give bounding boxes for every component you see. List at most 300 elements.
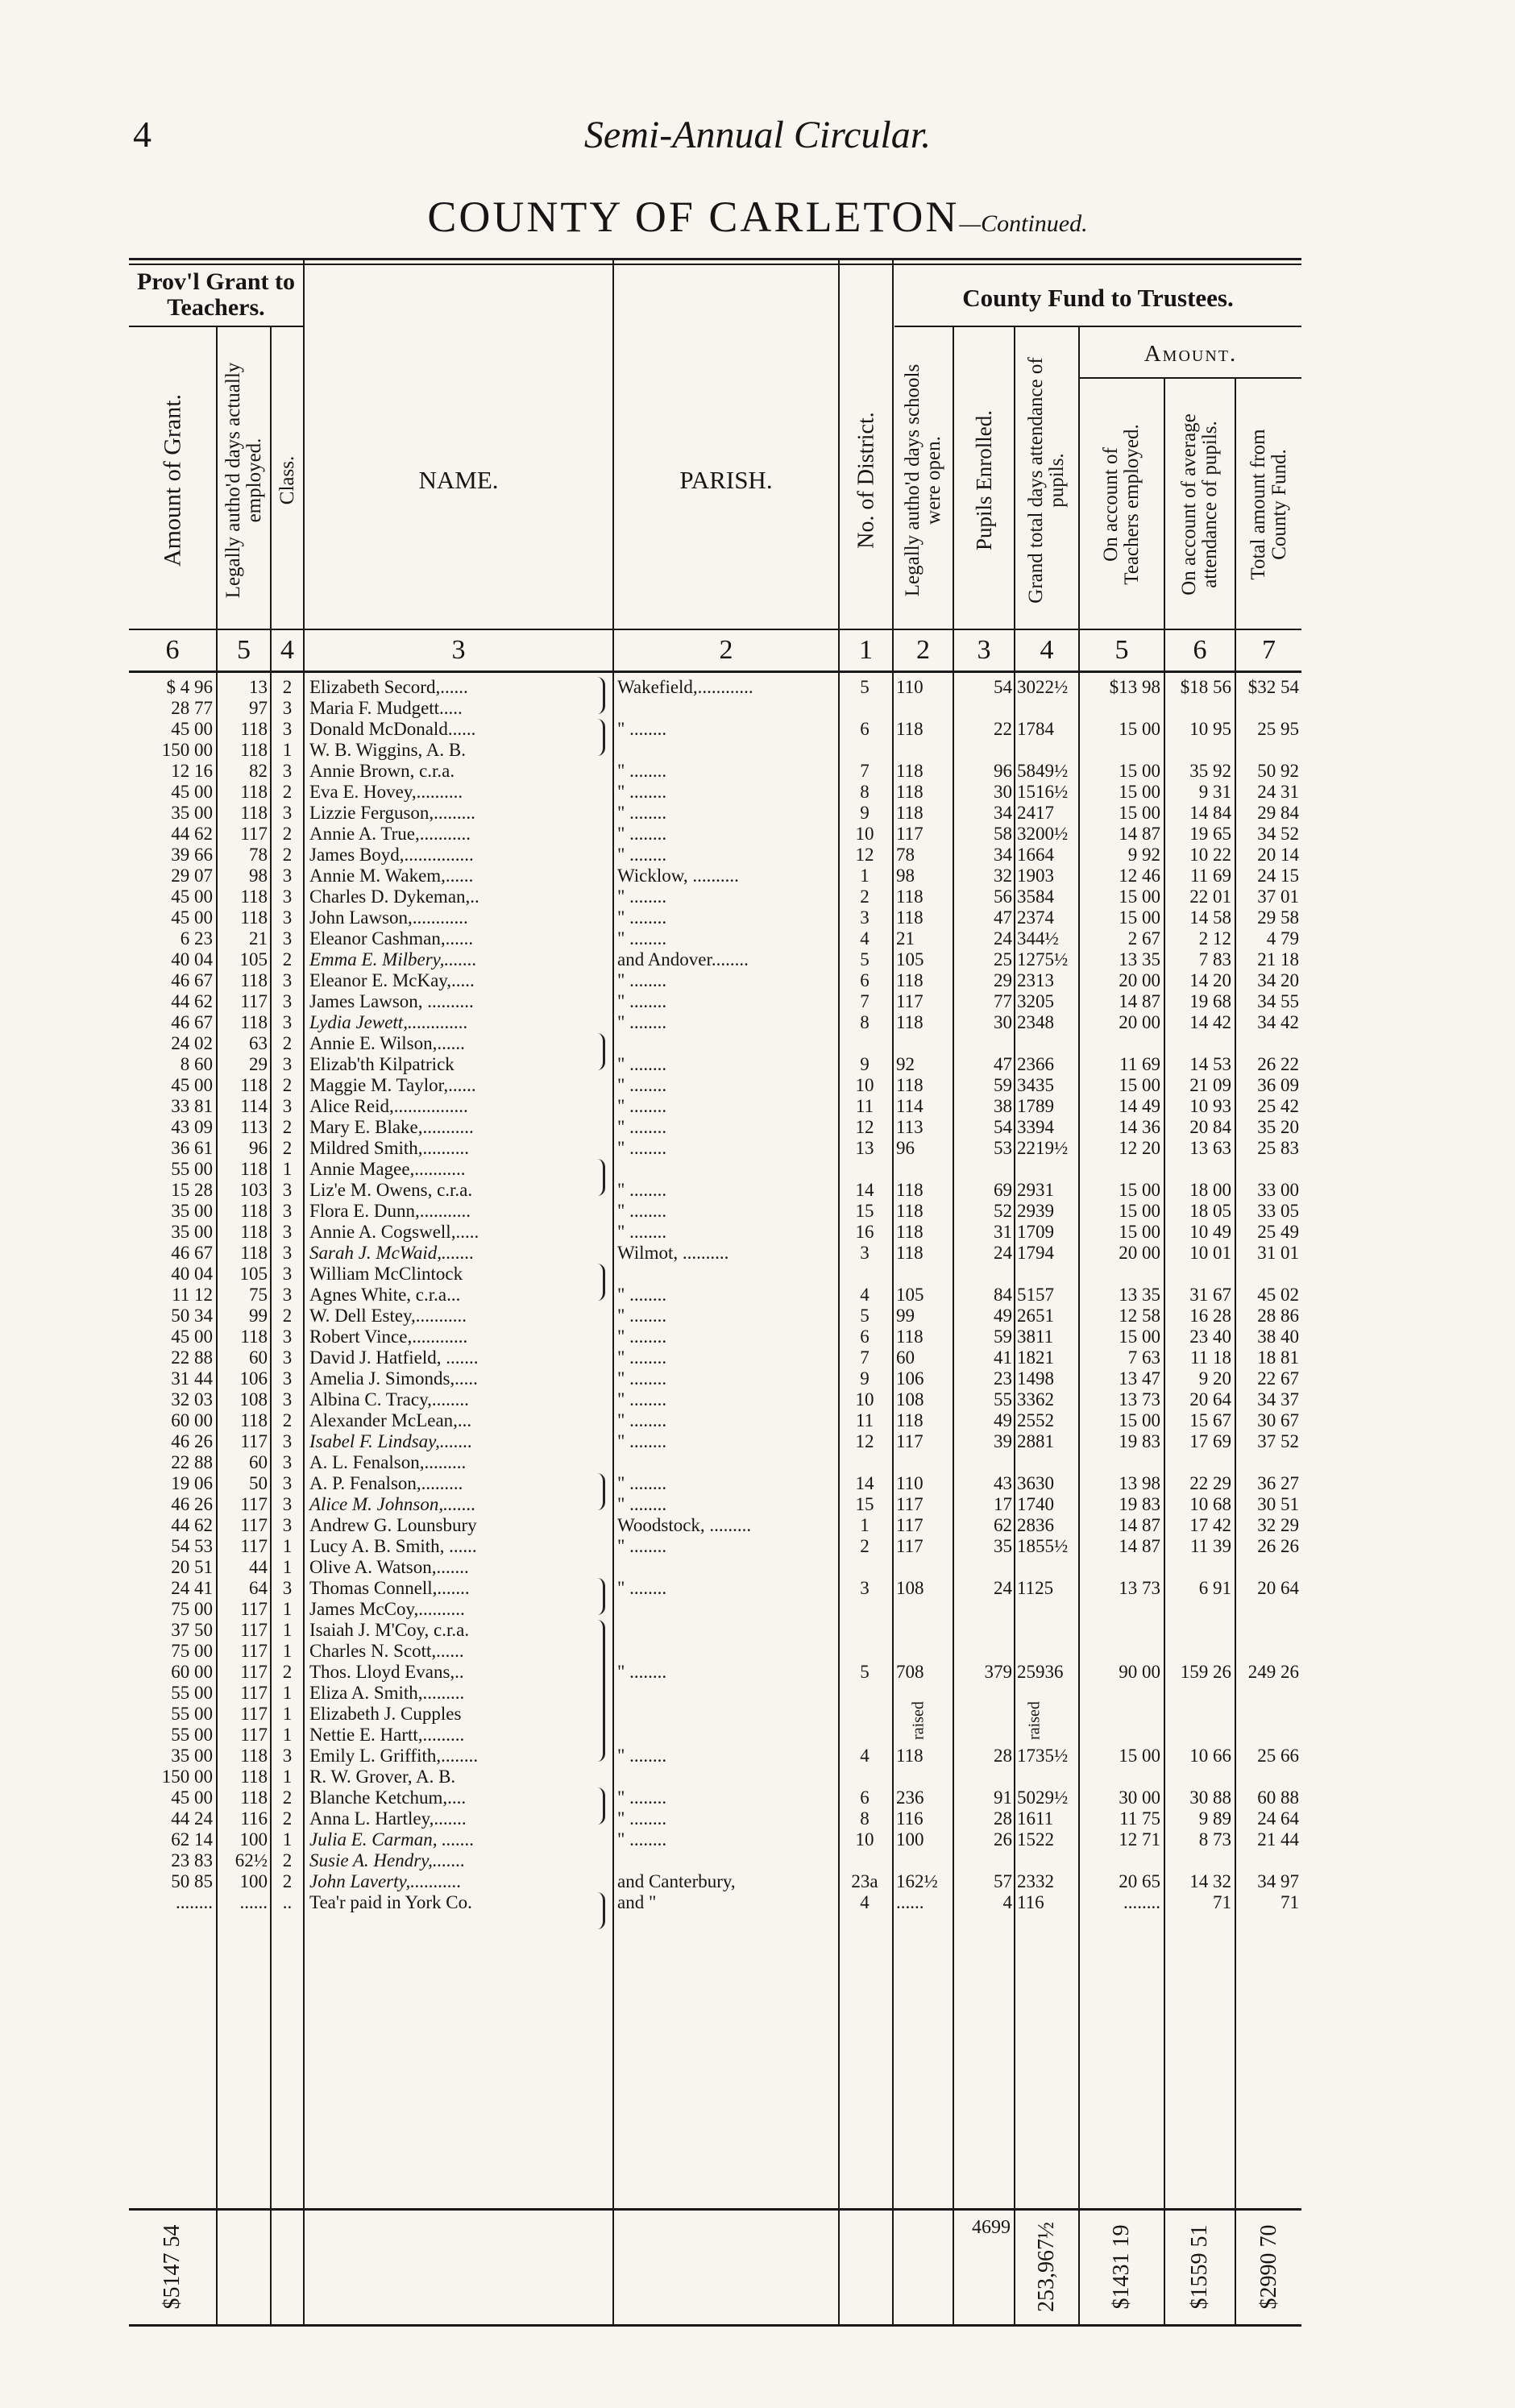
row-22-amt: 36 61: [171, 1138, 213, 1158]
row-4-name: Annie Brown, c.r.a.: [309, 761, 455, 781]
row-24-avg: 18 00: [1189, 1180, 1231, 1200]
row-0-total: $32 54: [1247, 677, 1299, 697]
row-48-amt: 55 00: [171, 1683, 213, 1703]
row-47-cls: 2: [282, 1662, 293, 1682]
row-25-enr: 52: [994, 1201, 1012, 1221]
row-40-att: 2836: [1017, 1515, 1054, 1535]
district-no-header: [840, 335, 892, 625]
row-55-open: 100: [896, 1829, 924, 1850]
row-11-days: 118: [240, 907, 268, 928]
row-5-enr: 30: [994, 782, 1012, 802]
row-34-teach: 13 73: [1119, 1389, 1160, 1410]
row-18-avg: 14 53: [1189, 1054, 1231, 1074]
row-38-dist: 14: [855, 1473, 874, 1493]
class-header: [272, 335, 303, 625]
row-47-open: 708: [896, 1662, 924, 1682]
row-51-cls: 3: [282, 1746, 293, 1766]
row-29-total: 45 02: [1257, 1285, 1299, 1305]
row-34-days: 108: [239, 1389, 268, 1410]
row-20-days: 114: [240, 1096, 268, 1116]
total-on-account-average: [1165, 2215, 1235, 2319]
row-24-total: 33 00: [1257, 1180, 1299, 1200]
row-19-name: Maggie M. Taylor,......: [309, 1075, 476, 1095]
row-26-days: 118: [240, 1222, 268, 1242]
row-13-total: 21 18: [1257, 949, 1299, 969]
row-14-days: 118: [240, 970, 268, 990]
row-40-amt: 44 62: [171, 1515, 213, 1535]
row-29-dist: 4: [860, 1285, 870, 1305]
row-47-dist: 5: [860, 1662, 870, 1682]
row-9-enr: 32: [994, 866, 1012, 886]
row-7-enr: 58: [994, 824, 1012, 844]
row-32-cls: 3: [282, 1347, 293, 1368]
row-10-parish: " ........: [617, 886, 667, 907]
row-6-enr: 34: [994, 803, 1012, 823]
row-31-name: Robert Vince,............: [309, 1326, 468, 1347]
row-5-att: 1516½: [1017, 782, 1069, 802]
row-53-days: 118: [240, 1787, 268, 1808]
row-54-parish: " ........: [617, 1808, 667, 1829]
row-25-total: 33 05: [1257, 1201, 1299, 1221]
row-41-days: 117: [240, 1536, 268, 1556]
row-15-open: 117: [896, 991, 924, 1011]
row-8-total: 20 14: [1257, 845, 1299, 865]
colnum-name: 3: [451, 635, 466, 665]
row-51-enr: 28: [994, 1746, 1012, 1766]
row-17-amt: 24 02: [171, 1033, 213, 1053]
row-20-avg: 10 93: [1189, 1096, 1231, 1116]
row-30-parish: " ........: [617, 1306, 667, 1326]
row-35-att: 2552: [1017, 1410, 1054, 1430]
row-10-dist: 2: [860, 886, 870, 907]
parish-header: PARISH.: [679, 466, 773, 494]
row-15-parish: " ........: [617, 991, 667, 1011]
row-32-total: 18 81: [1257, 1347, 1299, 1368]
row-32-teach: 7 63: [1127, 1347, 1160, 1368]
row-13-amt: 40 04: [171, 949, 213, 969]
row-36-open: 117: [896, 1431, 924, 1451]
row-31-avg: 23 40: [1189, 1326, 1231, 1347]
row-12-days: 21: [249, 928, 268, 949]
total-grand-total-days: [1015, 2215, 1078, 2319]
grand-total-days-header-text: Grand total days attendance of pupils.: [1024, 357, 1068, 604]
row-41-att: 1855½: [1017, 1536, 1069, 1556]
row-0-enr: 54: [994, 677, 1012, 697]
row-0-att: 3022½: [1017, 677, 1069, 697]
row-38-cls: 3: [282, 1473, 293, 1493]
row-9-amt: 29 07: [171, 866, 213, 886]
row-29-parish: " ........: [617, 1285, 667, 1305]
row-26-name: Annie A. Cogswell,.....: [309, 1222, 479, 1242]
row-11-amt: 45 00: [171, 907, 213, 928]
row-35-dist: 11: [855, 1410, 874, 1430]
row-14-enr: 29: [994, 970, 1012, 990]
row-39-dist: 15: [855, 1494, 874, 1514]
row-1-amt: 28 77: [171, 698, 213, 718]
row-28-cls: 3: [282, 1264, 293, 1284]
row-57-enr: 57: [994, 1871, 1012, 1891]
row-12-dist: 4: [860, 928, 870, 949]
row-46-amt: 75 00: [171, 1641, 213, 1661]
row-18-total: 26 22: [1257, 1054, 1299, 1074]
row-47-total: 249 26: [1247, 1662, 1299, 1682]
row-1-name: Maria F. Mudgett.....: [309, 698, 463, 718]
row-30-days: 99: [249, 1306, 268, 1326]
row-33-avg: 9 20: [1198, 1368, 1231, 1389]
row-33-name: Amelia J. Simonds,.....: [309, 1368, 478, 1389]
raised-note-open: [903, 1684, 935, 1757]
row-12-teach: 2 67: [1127, 928, 1160, 949]
row-34-total: 34 37: [1257, 1389, 1299, 1410]
row-43-open: 108: [896, 1578, 924, 1598]
row-38-open: 110: [896, 1473, 924, 1493]
row-39-parish: " ........: [617, 1494, 667, 1514]
row-22-teach: 12 20: [1119, 1138, 1160, 1158]
row-33-open: 106: [896, 1368, 924, 1389]
row-26-cls: 3: [282, 1222, 293, 1242]
row-17-name: Annie E. Wilson,......: [309, 1033, 465, 1053]
row-30-open: 99: [896, 1306, 915, 1326]
total-amount-header: [1236, 384, 1301, 625]
row-44-cls: 1: [282, 1599, 293, 1619]
row-14-avg: 14 20: [1189, 970, 1231, 990]
row-10-enr: 56: [994, 886, 1012, 907]
row-12-enr: 24: [994, 928, 1012, 949]
row-53-avg: 30 88: [1189, 1787, 1231, 1808]
row-43-dist: 3: [860, 1578, 870, 1598]
row-54-att: 1611: [1017, 1808, 1054, 1829]
row-11-enr: 47: [994, 907, 1012, 928]
row-58-days: ......: [239, 1892, 268, 1912]
row-51-total: 25 66: [1257, 1746, 1299, 1766]
row-16-cls: 3: [282, 1012, 293, 1032]
row-30-teach: 12 58: [1119, 1306, 1160, 1326]
row-39-enr: 17: [994, 1494, 1012, 1514]
row-4-amt: 12 16: [171, 761, 213, 781]
row-4-dist: 7: [860, 761, 870, 781]
row-58-cls: ..: [282, 1892, 293, 1912]
row-57-teach: 20 65: [1119, 1871, 1160, 1891]
row-20-name: Alice Reid,................: [309, 1096, 468, 1116]
row-4-cls: 3: [282, 761, 293, 781]
row-30-dist: 5: [860, 1306, 870, 1326]
row-7-days: 117: [240, 824, 268, 844]
row-22-dist: 13: [855, 1138, 874, 1158]
row-2-parish: " ........: [617, 719, 667, 739]
on-account-teachers-header-text: On account of Teachers employed.: [1099, 424, 1143, 585]
row-21-name: Mary E. Blake,...........: [309, 1117, 474, 1137]
row-21-amt: 43 09: [171, 1117, 213, 1137]
row-21-total: 35 20: [1257, 1117, 1299, 1137]
row-4-att: 5849½: [1017, 761, 1069, 781]
row-32-avg: 11 18: [1190, 1347, 1231, 1368]
row-11-cls: 3: [282, 907, 293, 928]
row-20-att: 1789: [1017, 1096, 1054, 1116]
row-36-enr: 39: [994, 1431, 1012, 1451]
row-53-open: 236: [896, 1787, 924, 1808]
row-43-name: Thomas Connell,.......: [309, 1578, 470, 1598]
row-32-att: 1821: [1017, 1347, 1054, 1368]
row-22-open: 96: [896, 1138, 915, 1158]
brace-woodstock-5: [595, 1620, 605, 1762]
row-5-days: 118: [240, 782, 268, 802]
row-27-open: 118: [896, 1243, 924, 1263]
row-16-att: 2348: [1017, 1012, 1054, 1032]
row-35-total: 30 67: [1257, 1410, 1299, 1430]
row-26-dist: 16: [855, 1222, 874, 1242]
row-38-enr: 43: [994, 1473, 1012, 1493]
row-57-amt: 50 85: [171, 1871, 213, 1891]
row-58-parish: and ": [617, 1892, 657, 1912]
row-43-total: 20 64: [1257, 1578, 1299, 1598]
row-54-name: Anna L. Hartley,.......: [309, 1808, 467, 1829]
row-16-amt: 46 67: [171, 1012, 213, 1032]
row-21-teach: 14 36: [1119, 1117, 1160, 1137]
row-18-name: Elizab'th Kilpatrick: [309, 1054, 454, 1074]
row-33-days: 106: [239, 1368, 268, 1389]
row-41-teach: 14 87: [1119, 1536, 1160, 1556]
legally-days-employed-header-text: Legally autho'd days actually employed.: [222, 362, 265, 599]
row-27-enr: 24: [994, 1243, 1012, 1263]
row-9-dist: 1: [860, 866, 870, 886]
row-31-cls: 3: [282, 1326, 293, 1347]
row-55-parish: " ........: [617, 1829, 667, 1850]
row-57-open: 162½: [896, 1871, 938, 1891]
row-2-att: 1784: [1017, 719, 1054, 739]
row-15-name: James Lawson, ..........: [309, 991, 474, 1011]
row-51-teach: 15 00: [1119, 1746, 1160, 1766]
row-24-teach: 15 00: [1119, 1180, 1160, 1200]
brace-woodstock-3: [595, 1578, 605, 1615]
row-40-days: 117: [240, 1515, 268, 1535]
row-45-days: 117: [240, 1620, 268, 1640]
row-42-days: 44: [249, 1557, 268, 1577]
row-20-enr: 38: [994, 1096, 1012, 1116]
row-43-days: 64: [249, 1578, 268, 1598]
row-34-parish: " ........: [617, 1389, 667, 1410]
row-9-open: 98: [896, 866, 915, 886]
row-0-cls: 2: [282, 677, 293, 697]
row-9-teach: 12 46: [1119, 866, 1160, 886]
brace-wakefield-5: [595, 677, 605, 714]
row-11-parish: " ........: [617, 907, 667, 928]
row-13-att: 1275½: [1017, 949, 1069, 969]
row-49-name: Elizabeth J. Cupples: [309, 1704, 462, 1724]
row-8-parish: " ........: [617, 845, 667, 865]
row-19-total: 36 09: [1257, 1075, 1299, 1095]
row-11-name: John Lawson,............: [309, 907, 468, 928]
row-27-name: Sarah J. McWaid,.......: [309, 1243, 475, 1263]
row-8-att: 1664: [1017, 845, 1054, 865]
row-47-days: 117: [240, 1662, 268, 1682]
row-5-total: 24 31: [1257, 782, 1299, 802]
row-7-amt: 44 62: [171, 824, 213, 844]
row-32-name: David J. Hatfield, .......: [309, 1347, 479, 1368]
row-26-open: 118: [896, 1222, 924, 1242]
row-51-amt: 35 00: [171, 1746, 213, 1766]
on-account-average-header-text: On account of average attendance of pupils.: [1177, 413, 1221, 596]
row-43-amt: 24 41: [171, 1578, 213, 1598]
row-28-name: William McClintock: [309, 1264, 463, 1284]
row-33-total: 22 67: [1257, 1368, 1299, 1389]
row-39-days: 117: [240, 1494, 268, 1514]
colnum-att: 4: [1040, 635, 1054, 665]
row-2-dist: 6: [860, 719, 870, 739]
row-23-cls: 1: [282, 1159, 293, 1179]
colnum-enr: 3: [977, 635, 991, 665]
row-35-days: 118: [240, 1410, 268, 1430]
row-57-avg: 14 32: [1189, 1871, 1231, 1891]
row-29-days: 75: [249, 1285, 268, 1305]
row-18-cls: 3: [282, 1054, 293, 1074]
row-55-avg: 8 73: [1198, 1829, 1231, 1850]
row-31-parish: " ........: [617, 1326, 667, 1347]
row-6-teach: 15 00: [1119, 803, 1160, 823]
row-47-avg: 159 26: [1180, 1662, 1231, 1682]
row-51-name: Emily L. Griffith,........: [309, 1746, 479, 1766]
row-23-name: Annie Magee,...........: [309, 1159, 466, 1179]
row-27-amt: 46 67: [171, 1243, 213, 1263]
colnum-days: 5: [237, 635, 251, 665]
row-16-days: 118: [240, 1012, 268, 1032]
row-39-total: 30 51: [1257, 1494, 1299, 1514]
header-bottom-rule: [129, 629, 1301, 630]
row-25-name: Flora E. Dunn,...........: [309, 1201, 471, 1221]
row-15-cls: 3: [282, 991, 293, 1011]
row-43-enr: 24: [994, 1578, 1012, 1598]
row-23-amt: 55 00: [171, 1159, 213, 1179]
colnum-dist: 1: [859, 635, 873, 665]
row-28-amt: 40 04: [171, 1264, 213, 1284]
row-55-dist: 10: [855, 1829, 874, 1850]
row-29-avg: 31 67: [1189, 1285, 1231, 1305]
row-13-name: Emma E. Milbery,.......: [309, 949, 477, 969]
vrule-class: [303, 258, 305, 2324]
row-36-teach: 19 83: [1119, 1431, 1160, 1451]
row-6-name: Lizzie Ferguson,.........: [309, 803, 475, 823]
row-12-cls: 3: [282, 928, 293, 949]
row-18-days: 29: [249, 1054, 268, 1074]
row-1-days: 97: [249, 698, 268, 718]
row-8-days: 78: [249, 845, 268, 865]
row-16-dist: 8: [860, 1012, 870, 1032]
row-20-cls: 3: [282, 1096, 293, 1116]
amount-group-rule: [1080, 377, 1301, 379]
brace-wicklow-14: [595, 1159, 605, 1196]
section-continued: —Continued.: [959, 210, 1088, 237]
row-41-avg: 11 39: [1190, 1536, 1231, 1556]
amount-group-header: Amount.: [1144, 341, 1238, 367]
row-51-days: 118: [240, 1746, 268, 1766]
row-15-enr: 77: [994, 991, 1012, 1011]
row-30-total: 28 86: [1257, 1306, 1299, 1326]
row-48-cls: 1: [282, 1683, 293, 1703]
row-7-avg: 19 65: [1189, 824, 1231, 844]
raised-note-open-text: raised: [909, 1701, 928, 1740]
row-3-name: W. B. Wiggins, A. B.: [309, 740, 466, 760]
row-53-parish: " ........: [617, 1787, 667, 1808]
row-34-att: 3362: [1017, 1389, 1054, 1410]
row-4-total: 50 92: [1257, 761, 1299, 781]
row-11-att: 2374: [1017, 907, 1054, 928]
row-12-att: 344½: [1017, 928, 1059, 949]
row-26-avg: 10 49: [1189, 1222, 1231, 1242]
row-57-att: 2332: [1017, 1871, 1054, 1891]
row-19-days: 118: [240, 1075, 268, 1095]
row-14-cls: 3: [282, 970, 293, 990]
row-40-teach: 14 87: [1119, 1515, 1160, 1535]
row-22-att: 2219½: [1017, 1138, 1069, 1158]
row-25-days: 118: [240, 1201, 268, 1221]
row-17-cls: 2: [282, 1033, 293, 1053]
row-38-days: 50: [249, 1473, 268, 1493]
row-34-cls: 3: [282, 1389, 293, 1410]
row-54-cls: 2: [282, 1808, 293, 1829]
row-48-days: 117: [240, 1683, 268, 1703]
row-33-cls: 3: [282, 1368, 293, 1389]
row-20-dist: 11: [855, 1096, 874, 1116]
row-21-days: 113: [240, 1117, 268, 1137]
row-19-open: 118: [896, 1075, 924, 1095]
brace-wilmot-14: [595, 1473, 605, 1510]
row-41-open: 117: [896, 1536, 924, 1556]
row-0-parish: Wakefield,............: [617, 677, 753, 697]
row-27-teach: 20 00: [1119, 1243, 1160, 1263]
raised-note-att: [1019, 1684, 1051, 1757]
row-53-amt: 45 00: [171, 1787, 213, 1808]
row-6-parish: " ........: [617, 803, 667, 823]
row-9-days: 98: [249, 866, 268, 886]
row-57-days: 100: [239, 1871, 268, 1891]
row-21-parish: " ........: [617, 1117, 667, 1137]
row-2-days: 118: [240, 719, 268, 739]
row-43-att: 1125: [1017, 1578, 1054, 1598]
row-19-cls: 2: [282, 1075, 293, 1095]
row-31-amt: 45 00: [171, 1326, 213, 1347]
row-36-dist: 12: [855, 1431, 874, 1451]
row-41-enr: 35: [994, 1536, 1012, 1556]
row-8-amt: 39 66: [171, 845, 213, 865]
row-58-att: 116: [1017, 1892, 1044, 1912]
row-21-att: 3394: [1017, 1117, 1054, 1137]
row-7-att: 3200½: [1017, 824, 1069, 844]
row-4-enr: 96: [994, 761, 1012, 781]
row-2-open: 118: [896, 719, 924, 739]
row-55-days: 100: [239, 1829, 268, 1850]
row-30-avg: 16 28: [1189, 1306, 1231, 1326]
row-2-amt: 45 00: [171, 719, 213, 739]
row-32-days: 60: [249, 1347, 268, 1368]
row-35-enr: 49: [994, 1410, 1012, 1430]
row-55-name: Julia E. Carman, .......: [309, 1829, 475, 1850]
row-13-days: 105: [239, 949, 268, 969]
row-31-total: 38 40: [1257, 1326, 1299, 1347]
row-14-open: 118: [896, 970, 924, 990]
row-19-dist: 10: [855, 1075, 874, 1095]
row-5-open: 118: [896, 782, 924, 802]
row-21-open: 113: [896, 1117, 924, 1137]
row-22-days: 96: [249, 1138, 268, 1158]
row-56-name: Susie A. Hendry,.......: [309, 1850, 466, 1870]
row-36-att: 2881: [1017, 1431, 1054, 1451]
row-19-teach: 15 00: [1119, 1075, 1160, 1095]
row-11-teach: 15 00: [1119, 907, 1160, 928]
legally-days-open-header: [894, 335, 953, 625]
row-31-teach: 15 00: [1119, 1326, 1160, 1347]
row-35-open: 118: [896, 1410, 924, 1430]
row-10-open: 118: [896, 886, 924, 907]
row-15-att: 3205: [1017, 991, 1054, 1011]
